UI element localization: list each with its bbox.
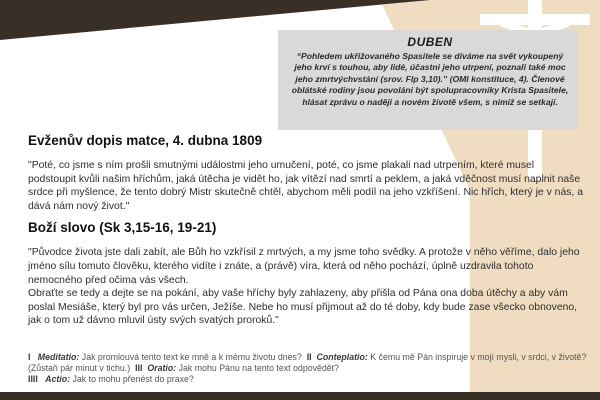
- scripture-quote-part-1: "Původce života jste dali zabít, ale Bůh ho vzkřísil z mrtvých, a my jsme toho svědky. A protože v něho věříme, dalo jeho jméno sílu tomuto člověku, kterého vidíte i znáte, a (právě) víra, která od něho pochází, úplně uzdravila tohoto nemocného před očima vás všech.: [28, 247, 580, 286]
- main-content: [28, 132, 583, 328]
- note-number: IIII: [28, 374, 38, 384]
- note-number: III: [135, 363, 143, 373]
- note-text-meditatio: Jak promlouvá tento text ke mně a k mému životu dnes?: [81, 352, 302, 362]
- section-heading-letter: Evženův dopis matce, 4. dubna 1809: [28, 133, 263, 148]
- note-label-oratio: Oratio:: [147, 363, 177, 373]
- note-text-oratio: Jak mohu Pánu na tento text odpovědět?: [178, 363, 340, 373]
- note-text-contemplatio: K čemu mě Pán inspiruje v mojí mysli, v srdci, v životě? (Zůstaň pár minut v tichu.): [28, 352, 587, 373]
- scripture-quote-part-2: Obraťte se tedy a dejte se na pokání, aby vaše hříchy byly zahlazeny, aby přišla od Pána ona doba útěchy a aby vám poslal Mesiáše, který byl pro vás určen, Ježíše. Nebe ho musí přijmout až do té doby, kdy bude zase všecko obnoveno, jak o tom už dávno mluvil ústy svých svatých proroků.": [28, 288, 578, 327]
- scripture-quote: [28, 246, 583, 328]
- note-text-actio: Jak to mohu přenést do praxe?: [72, 374, 194, 384]
- letter-quote: "Poté, co jsme s ním prošli smutnými událostmi jeho umučení, poté, co jsme plakali nad utrpením, které musel podstoupit kvůli našim hříchům, jaká útěcha je vidět ho, jak vítězí nad smrtí a peklem, a jaká vděčnost musí naplnit naše srdce při myšlence, že tento dobrý Mistr skutečně chtěl, abychom měli podíl na jeho vzkříšení. Nic hřích, který je v nás, a dává nám nový život.": [28, 160, 583, 212]
- note-number: I: [28, 352, 31, 362]
- note-label-meditatio: Meditatio:: [37, 352, 80, 362]
- section-heading-word-of-god: Boží slovo (Sk 3,15-16, 19-21): [28, 220, 217, 236]
- callout-box: [278, 30, 578, 130]
- callout-quote: “Pohledem ukřižovaného Spasitele se díváme na svět vykoupený jeho krví s touhou, aby lidé, účastni jeho utrpení, poznali také moc jeho zmrtvýchvstání (srov. Flp 3,10).” (OMI konstituce, 4). Členové oblátské rodiny jsou povoláni být spolupracovníky Krista Spasitele, hlásat zprávu o naději a novém životě všem, s nimiž se setkají.: [291, 51, 569, 107]
- bottom-image-strip: [0, 392, 600, 400]
- note-label-actio: Actio:: [45, 374, 71, 384]
- note-number: II: [306, 352, 312, 362]
- reflection-notes: [28, 352, 590, 385]
- callout-title: DUBEN: [407, 35, 453, 49]
- note-label-contemplatio: Conteplatio:: [316, 352, 368, 362]
